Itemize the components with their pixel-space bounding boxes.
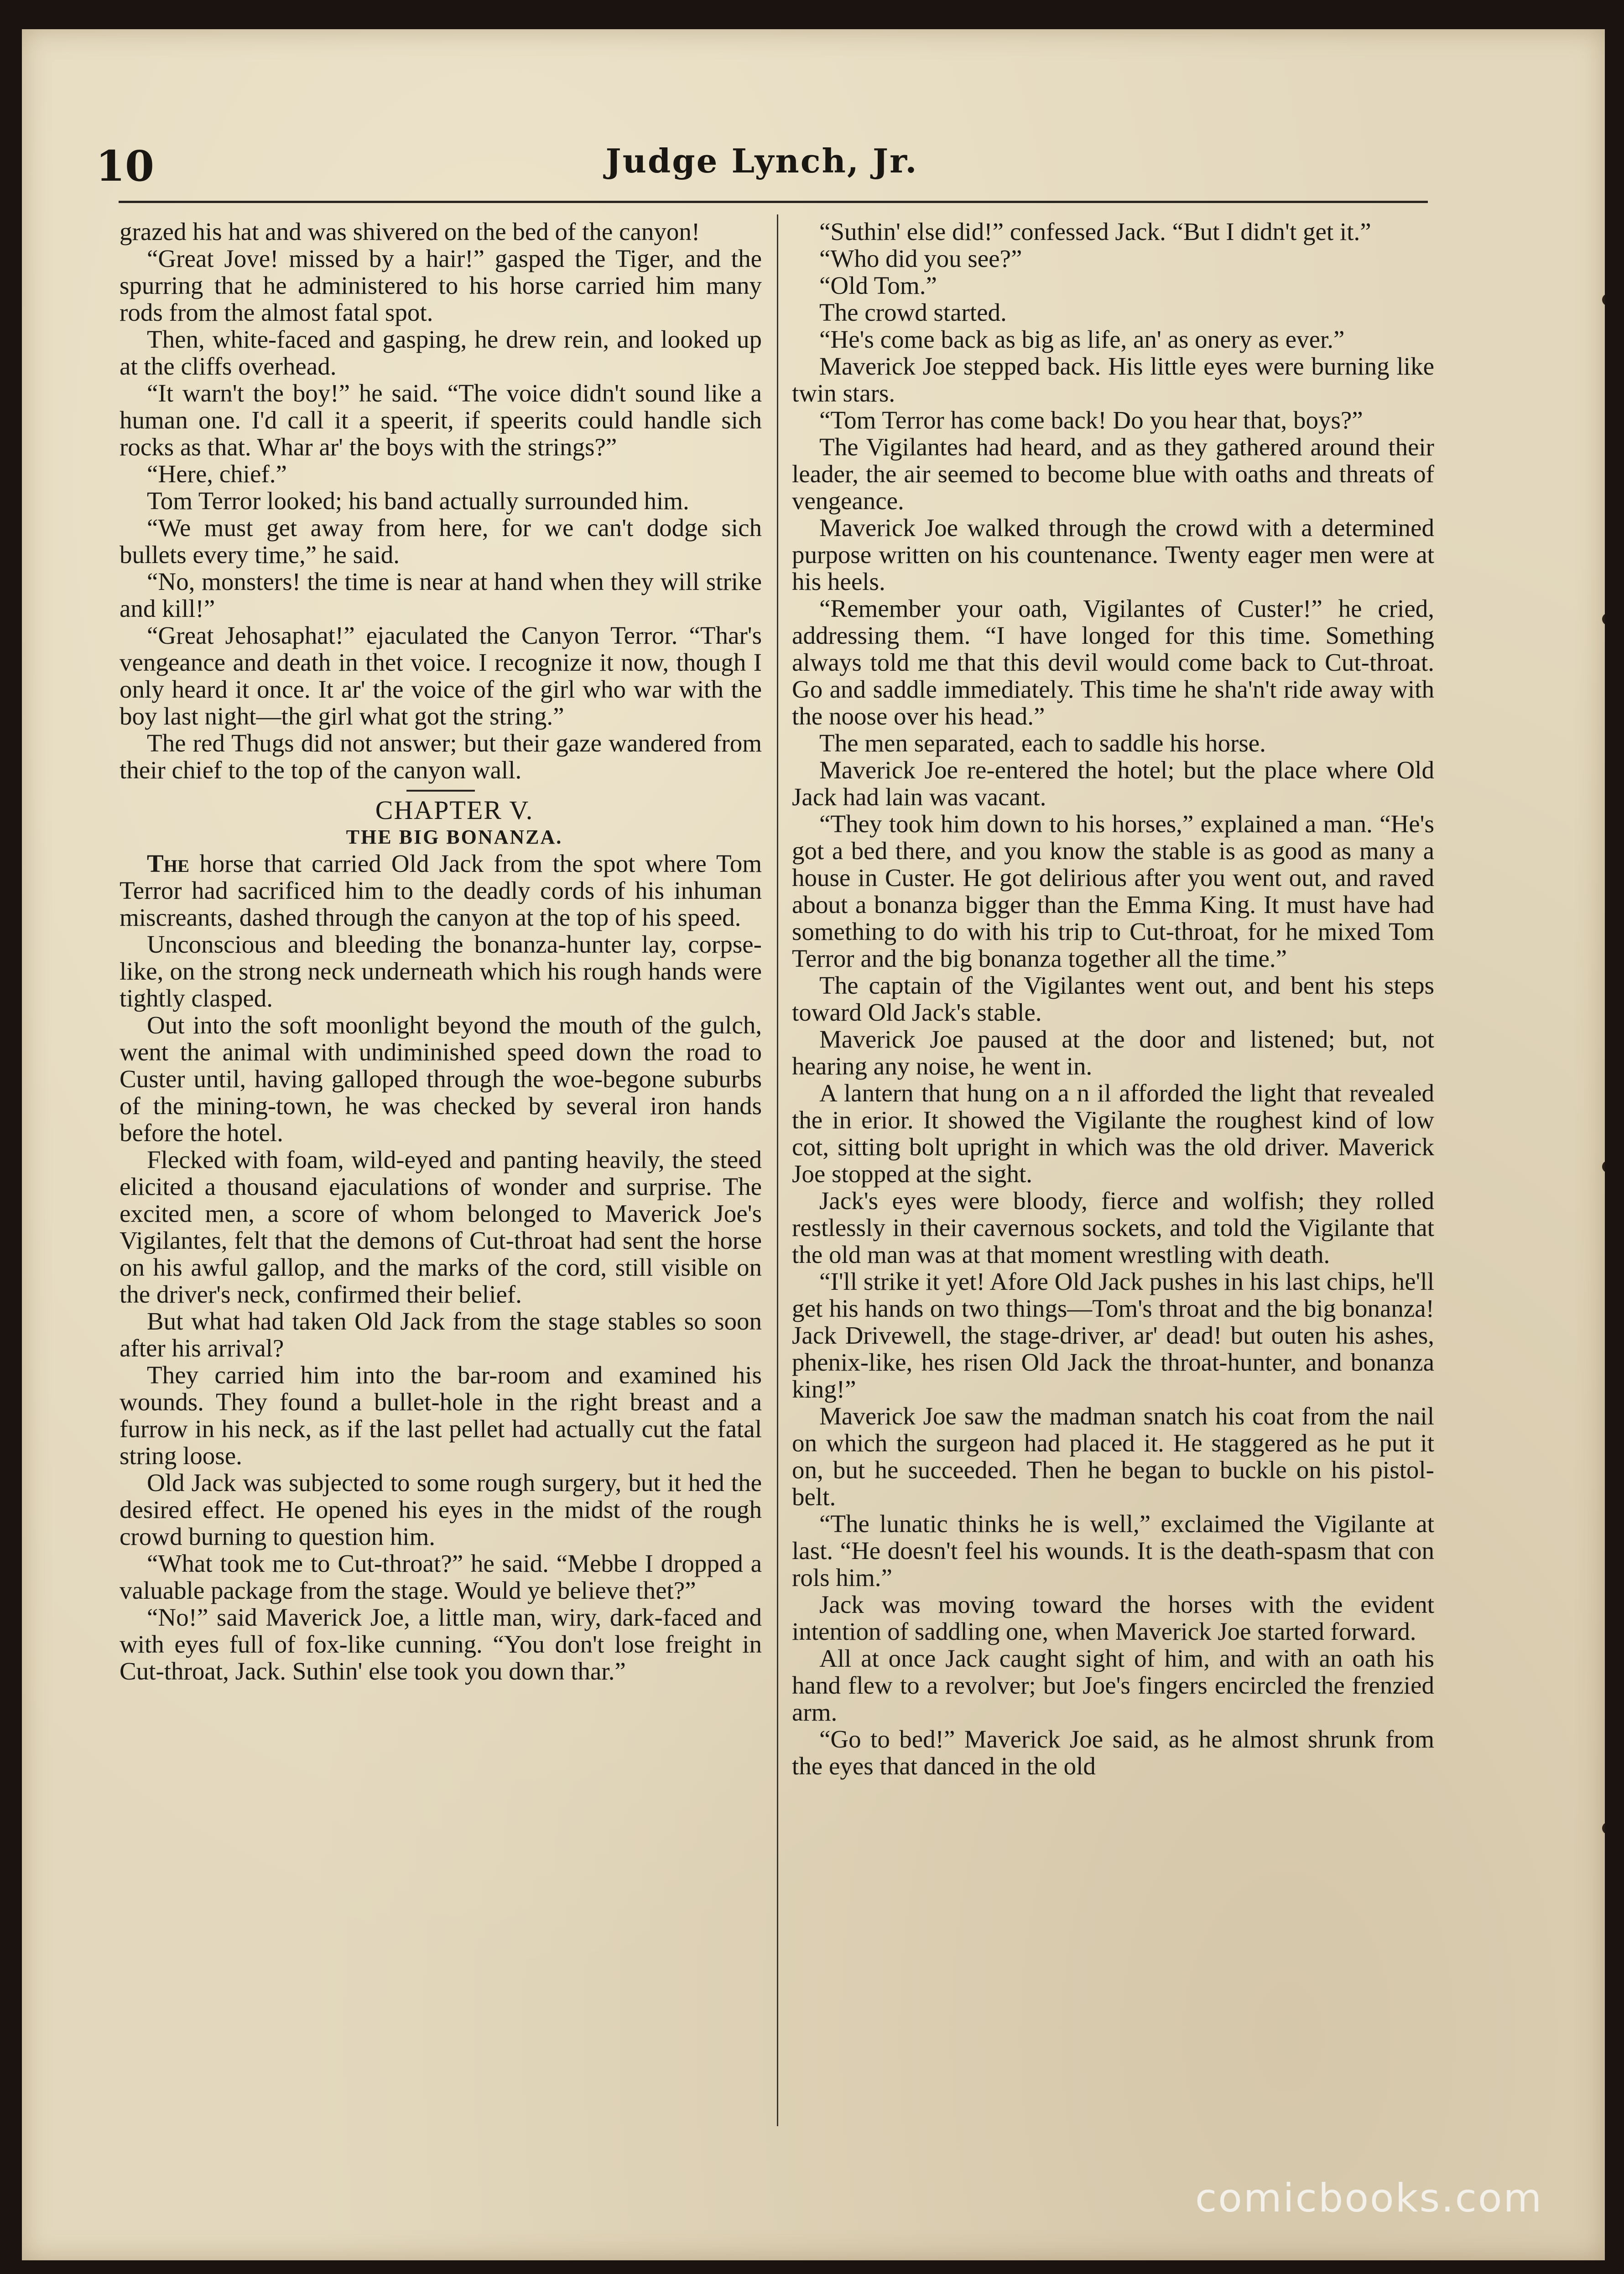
paragraph: Maverick Joe stepped back. His little eyes were burning like twin stars. (792, 352, 1434, 407)
paragraph: They carried him into the bar-room and examined his wounds. They found a bullet-hole in the right breast and a furrow in his neck, as if the last pellet had actually cut the fatal string loose. (120, 1361, 762, 1470)
paragraph: “Old Tom.” (819, 271, 937, 299)
paragraph: “We must get away from here, for we can't dodge sich bullets every time,” he said. (120, 514, 762, 568)
paragraph: “No!” said Maverick Joe, a little man, wiry, dark-faced and with eyes full of fox-like cunning. “You don't lose freight in Cut-throat, Jack. Suthin' else took you down thar.” (120, 1603, 762, 1685)
paragraph: “Remember your oath, Vigilantes of Custer!” he cried, addressing them. “I have longed for this time. Something always told me that this devil would come back to Cut-throat. Go and saddle immediately. This time he sha'n't ride away with the noose over his head.” (792, 595, 1434, 730)
paragraph: “Suthin' else did!” confessed Jack. “But I didn't get it.” (819, 218, 1371, 245)
paragraph: All at once Jack caught sight of him, and with an oath his hand flew to a revolver; but Joe's fingers encircled the frenzied arm. (792, 1644, 1434, 1726)
paragraph: “The lunatic thinks he is well,” exclaimed the Vigilante at last. “He doesn't feel his wounds. It is the death-spasm that con rols him.” (792, 1510, 1434, 1591)
paragraph: “What took me to Cut-throat?” he said. “Mebbe I dropped a valuable package from the stage. Would ye believe thet?” (120, 1549, 762, 1604)
lead-word: The (147, 850, 190, 877)
paragraph: A lantern that hung on a n il afforded the light that revealed the in erior. It showed the Vigilante the roughest kind of low cot, sitting bolt upright in which was the old driver. Maverick Joe stopped at the sight. (792, 1079, 1434, 1188)
paragraph: Tom Terror looked; his band actually surrounded him. (147, 487, 689, 515)
chapter-subtitle: THE BIG BONANZA. (346, 826, 563, 848)
paragraph: Unconscious and bleeding the bonanza-hunter lay, corpse-like, on the strong neck underneath which his rough hands were tightly clasped. (120, 930, 762, 1012)
paragraph: The men separated, each to saddle his horse. (819, 729, 1266, 757)
paragraph: Maverick Joe walked through the crowd with a determined purpose written on his countenance. Twenty eager men were at his heels. (792, 514, 1434, 595)
paragraph: “It warn't the boy!” he said. “The voice didn't sound like a human one. I'd call it a speerit, if speerits could handle sich rocks as that. Whar ar' the boys with the strings?” (120, 379, 762, 461)
staple-3 (1602, 1161, 1605, 1173)
paragraph: Out into the soft moonlight beyond the mouth of the gulch, went the animal with undiminished speed down the road to Custer until, having galloped through the woe-begone suburbs of the mining-town, he was checked by several iron hands before the hotel. (120, 1011, 762, 1147)
paragraph: Jack's eyes were bloody, fierce and wolfish; they rolled restlessly in their cavernous sockets, and told the Vigilante that the old man was at that moment wrestling with death. (792, 1187, 1434, 1268)
paragraph: “They took him down to his horses,” explained a man. “He's got a bed there, and you know the stable is as good as many a house in Custer. He got delirious after you went out, and raved about a bonanza bigger than the Emma King. It must have had something to do with his trip to Cut-throat, for he mixed Tom Terror and the big bonanza together all the time.” (792, 810, 1434, 972)
paragraph: The red Thugs did not answer; but their gaze wandered from their chief to the top of the canyon wall. (120, 729, 762, 784)
paragraph: Maverick Joe paused at the door and listened; but, not hearing any noise, he went in. (792, 1025, 1434, 1080)
staple-2 (1602, 613, 1605, 625)
paragraph: Maverick Joe saw the madman snatch his coat from the nail on which the surgeon had placed it. He staggered as he put it on, but he succeeded. Then he began to buckle on his pistol-belt. (792, 1402, 1434, 1511)
paragraph (120, 850, 762, 931)
column-divider (777, 214, 778, 2126)
watermark: comicbooks.com (1195, 2175, 1543, 2221)
paragraph: The Vigilantes had heard, and as they gathered around their leader, the air seemed to become blue with oaths and threats of vengeance. (792, 433, 1434, 515)
staple-4 (1602, 1822, 1605, 1834)
paragraph: “Go to bed!” Maverick Joe said, as he almost shrunk from the eyes that danced in the old (792, 1725, 1434, 1780)
running-title: Judge Lynch, Jr. (605, 141, 918, 180)
right-column (792, 218, 1434, 1779)
paragraph: grazed his hat and was shivered on the bed of the canyon! (120, 218, 700, 245)
paragraph: “No, monsters! the time is near at hand when they will strike and kill!” (120, 568, 762, 622)
paragraph: “Great Jove! missed by a hair!” gasped the Tiger, and the spurring that he administered to his horse carried him many rods from the almost fatal spot. (120, 245, 762, 326)
header-rule (119, 201, 1428, 203)
paragraph: “Here, chief.” (147, 460, 287, 488)
page-number: 10 (96, 141, 155, 191)
chapter-rule (406, 790, 475, 792)
paragraph: The captain of the Vigilantes went out, and bent his steps toward Old Jack's stable. (792, 971, 1434, 1026)
paragraph: “He's come back as big as life, an' as onery as ever.” (819, 325, 1345, 353)
paragraph: But what had taken Old Jack from the stage stables so soon after his arrival? (120, 1307, 762, 1362)
paragraph: The crowd started. (819, 298, 1007, 326)
paragraph: Then, white-faced and gasping, he drew rein, and looked up at the cliffs overhead. (120, 325, 762, 380)
paragraph: Jack was moving toward the horses with the evident intention of saddling one, when Maverick Joe started forward. (792, 1591, 1434, 1645)
paragraph: Maverick Joe re-entered the hotel; but the place where Old Jack had lain was vacant. (792, 756, 1434, 811)
chapter-title: CHAPTER V. (375, 795, 534, 825)
paragraph: Flecked with foam, wild-eyed and panting heavily, the steed elicited a thousand ejaculations of wonder and surprise. The excited men, a score of whom belonged to Maverick Joe's Vigilantes, felt that the demons of Cut-throat had sent the horse on his awful gallop, and the marks of the cord, still visible on the driver's neck, confirmed their belief. (120, 1146, 762, 1308)
staple-1 (1602, 294, 1605, 306)
paragraph: “Who did you see?” (819, 245, 1022, 272)
paragraph: Old Jack was subjected to some rough surgery, but it hed the desired effect. He opened his eyes in the midst of the rough crowd burning to question him. (120, 1469, 762, 1550)
paragraph: “I'll strike it yet! Afore Old Jack pushes in his last chips, he'll get his hands on two things—Tom's throat and the big bonanza! Jack Drivewell, the stage-driver, ar' dead! but outen his ashes, phenix-like, hes risen Old Jack the throat-hunter, and bonanza king!” (792, 1267, 1434, 1403)
paragraph-text: horse that carried Old Jack from the spot where Tom Terror had sacrificed him to the deadly cords of his inhuman miscreants, dashed through the canyon at the top of his speed. (120, 850, 762, 931)
paragraph: “Tom Terror has come back! Do you hear that, boys?” (819, 406, 1363, 434)
left-column (120, 218, 762, 1685)
paragraph: “Great Jehosaphat!” ejaculated the Canyon Terror. “Thar's vengeance and death in thet voice. I recognize it now, though I only heard it once. It ar' the voice of the girl who war with the boy last night—the girl what got the string.” (120, 621, 762, 730)
page-header (96, 137, 1428, 201)
